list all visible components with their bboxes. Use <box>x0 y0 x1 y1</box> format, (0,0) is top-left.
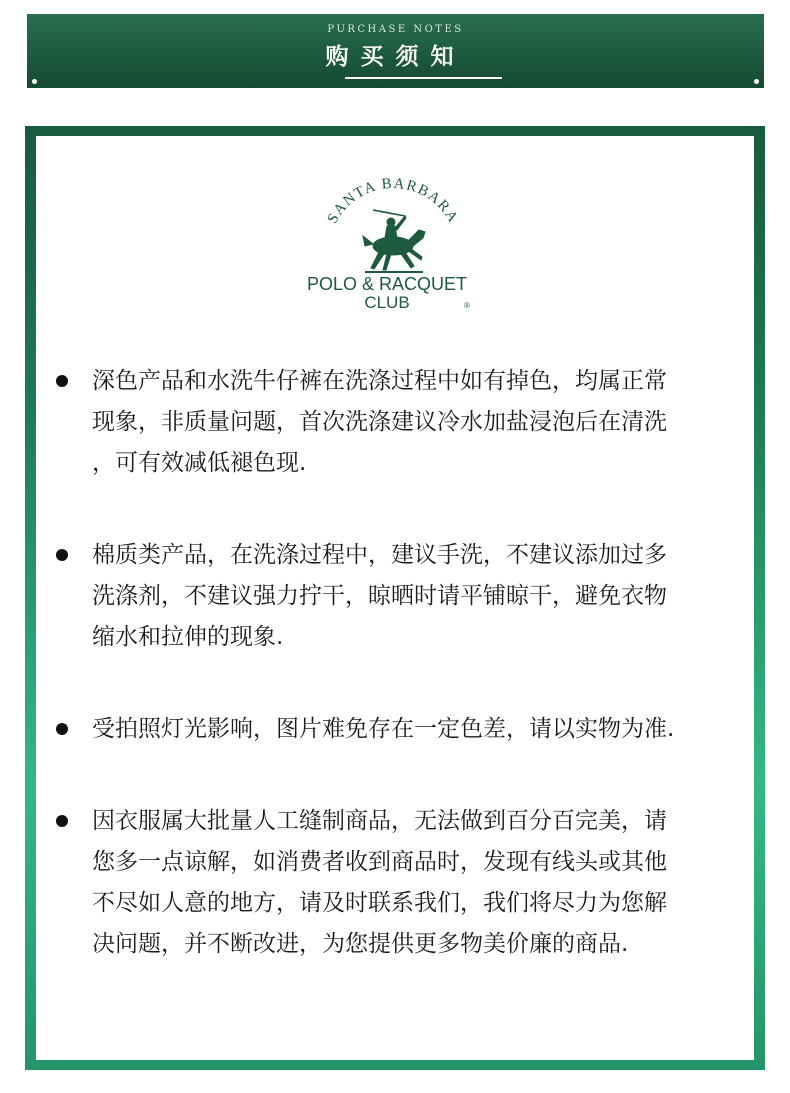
brand-logo <box>307 172 477 312</box>
bullet-icon <box>56 375 68 387</box>
note-line: 洗涤剂，不建议强力拧干，晾晒时请平铺晾干，避免衣物 <box>92 583 667 609</box>
note-line: 缩水和拉伸的现象. <box>92 624 284 650</box>
note-line: ，可有效减低褪色现. <box>92 450 307 476</box>
logo-line2: CLUB <box>364 293 410 312</box>
note-line: 决问题，并不断改进，为您提供更多物美价廉的商品. <box>92 931 629 957</box>
note-item <box>56 801 746 965</box>
note-line: 棉质类产品，在洗涤过程中，建议手洗，不建议添加过多 <box>92 542 667 568</box>
bullet-icon <box>56 815 68 827</box>
polo-horse-rider-icon <box>363 210 425 272</box>
note-line: 现象，非质量问题，首次洗涤建议冷水加盐浸泡后在清洗 <box>92 409 667 435</box>
note-line: 您多一点谅解，如消费者收到商品时，发现有线头或其他 <box>92 849 667 875</box>
header-underline <box>345 77 502 79</box>
note-item <box>56 535 746 658</box>
polo-logo-svg <box>307 172 477 312</box>
logo-registered-mark: ® <box>464 301 470 310</box>
note-line: 深色产品和水洗牛仔裤在洗涤过程中如有掉色，均属正常 <box>92 368 667 394</box>
bullet-icon <box>56 723 68 735</box>
note-line: 因衣服属大批量人工缝制商品，无法做到百分百完美，请 <box>92 808 667 834</box>
header-title: 购买须知 <box>325 44 466 70</box>
corner-dot-left <box>32 79 37 84</box>
notes-panel <box>36 136 754 1060</box>
notes-list <box>56 361 746 965</box>
header-banner <box>27 14 764 88</box>
logo-arc-textpath: SANTA BARBARA <box>324 175 462 227</box>
bullet-icon <box>56 549 68 561</box>
note-line: 受拍照灯光影响，图片难免存在一定色差，请以实物为准. <box>92 716 675 742</box>
note-line: 不尽如人意的地方，请及时联系我们，我们将尽力为您解 <box>92 890 667 916</box>
header-subtitle: PURCHASE NOTES <box>327 24 464 35</box>
notes-frame <box>25 126 765 1070</box>
note-item <box>56 709 746 750</box>
corner-dot-right <box>754 79 759 84</box>
logo-line1: POLO & RACQUET <box>307 274 468 294</box>
note-item <box>56 361 746 484</box>
